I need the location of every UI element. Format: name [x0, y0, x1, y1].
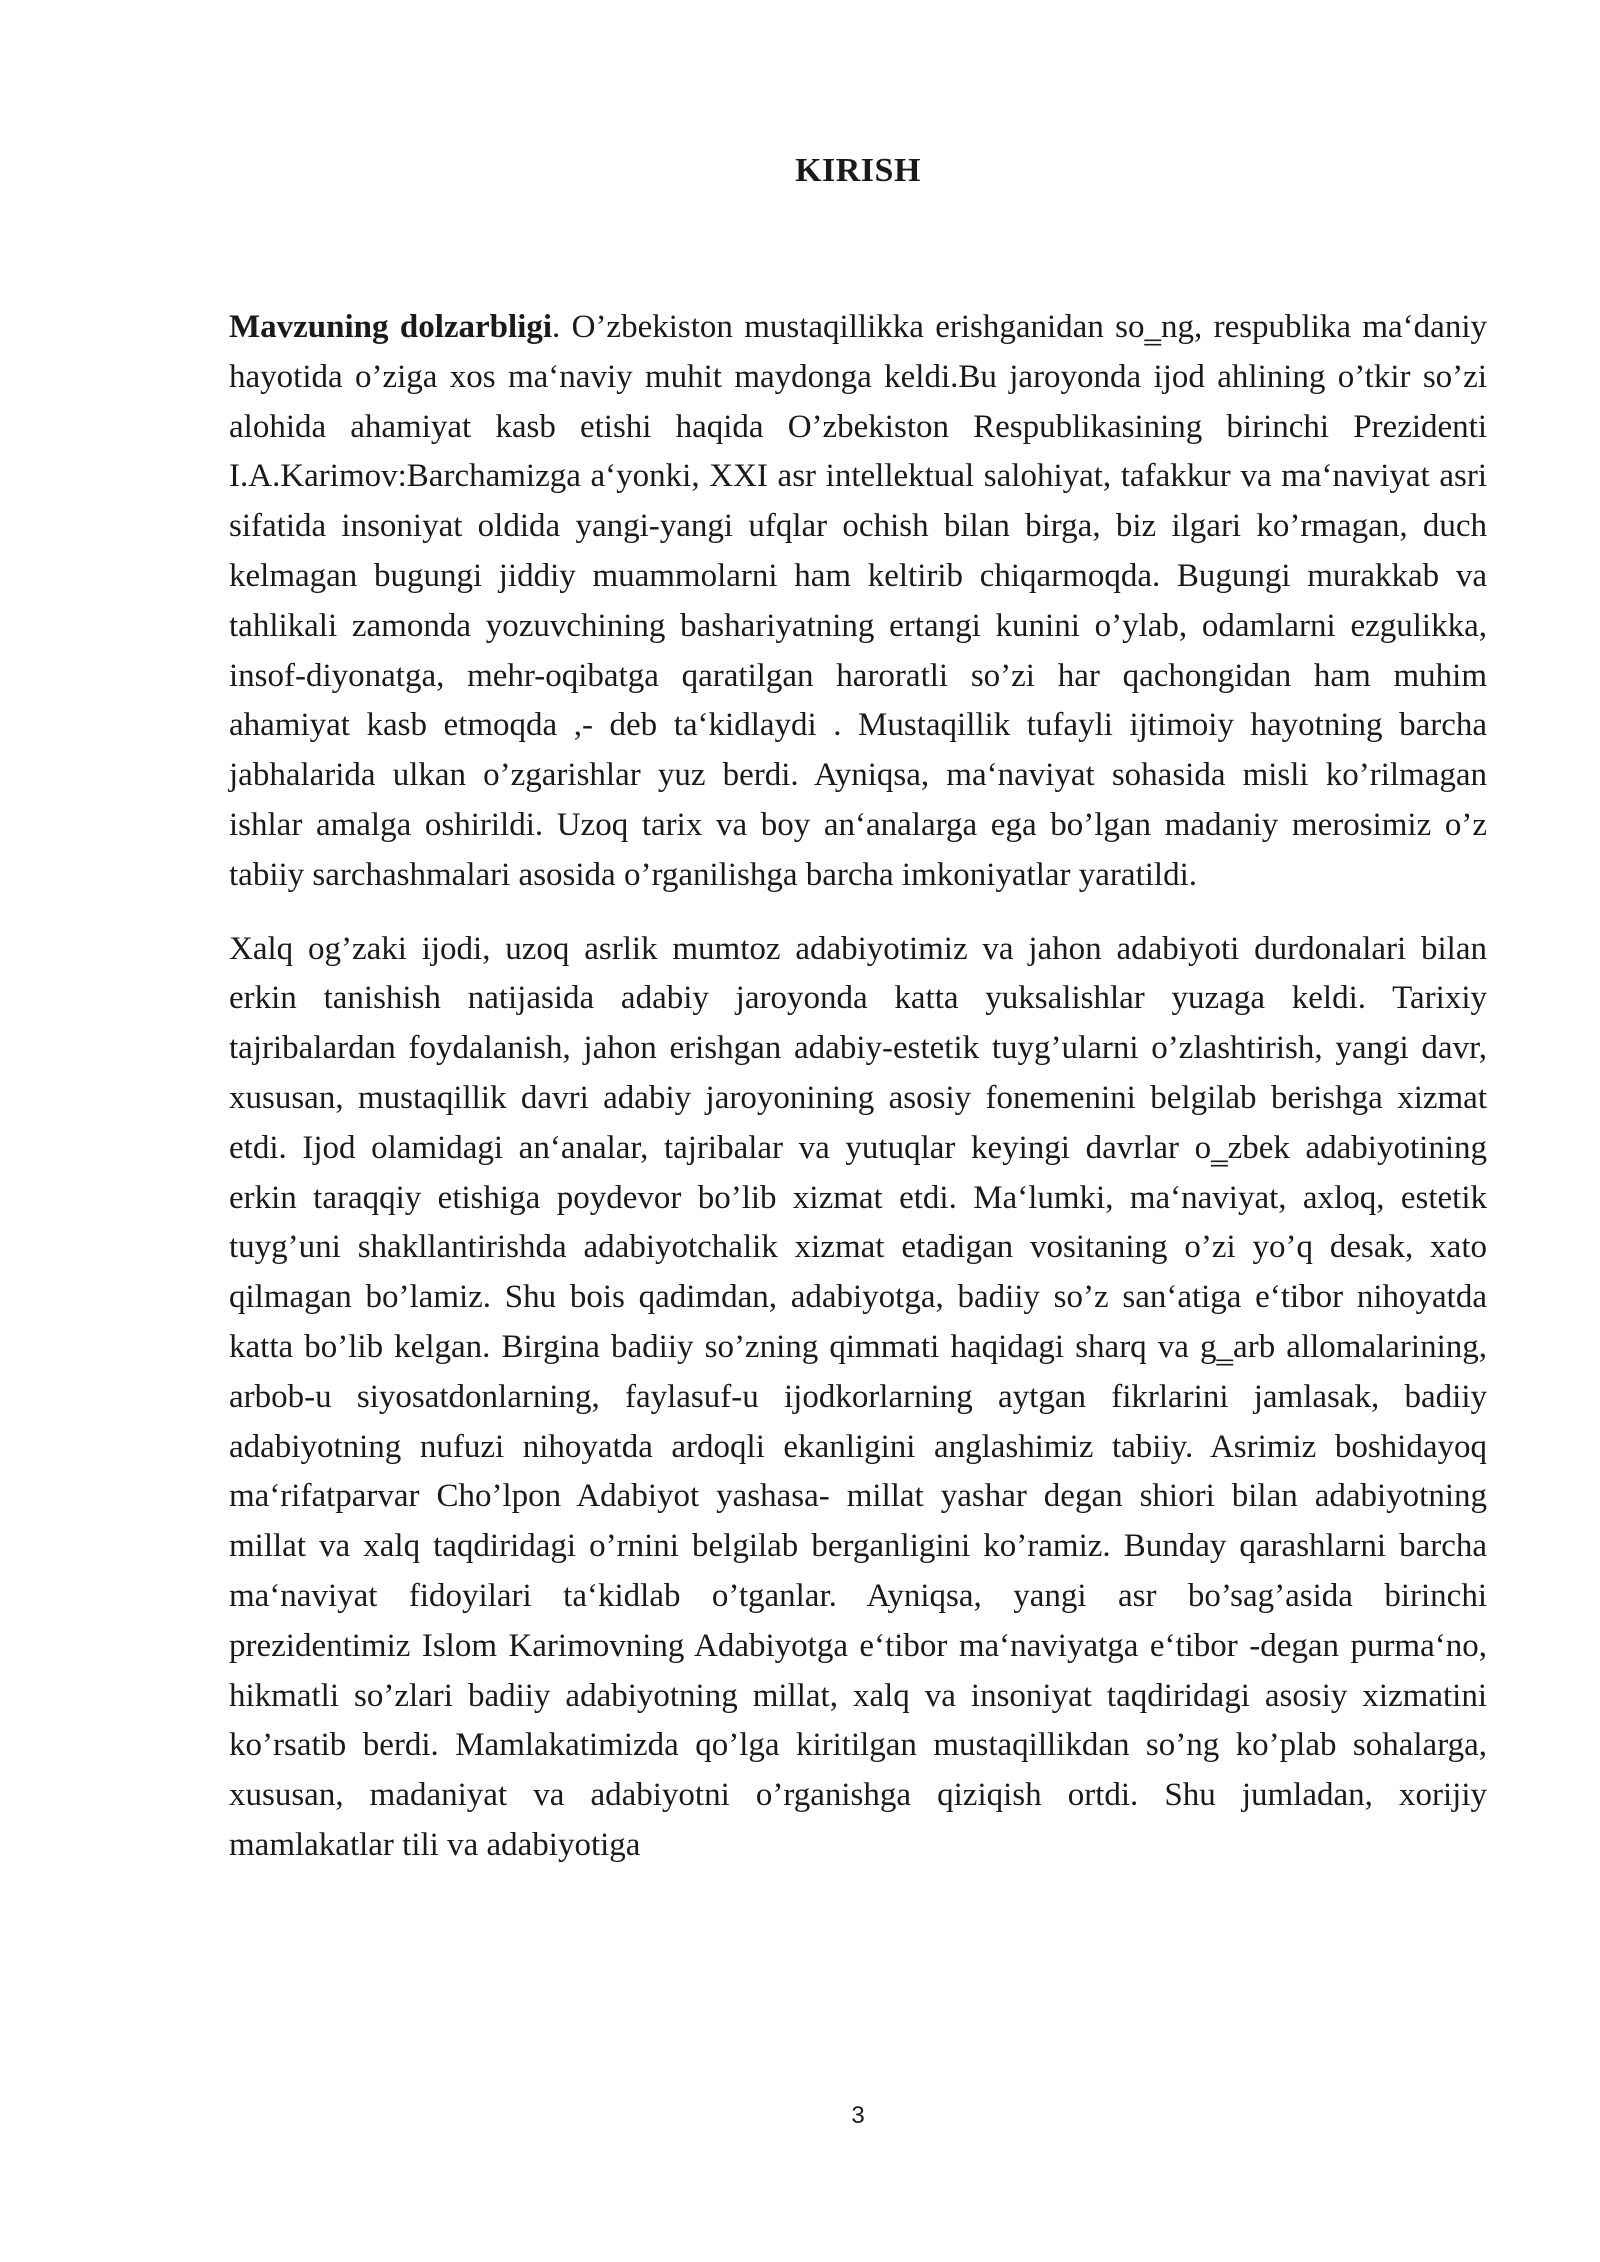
- page-number: 3: [851, 2102, 865, 2129]
- paragraph-folklore: [229, 925, 1487, 1871]
- body-text: [229, 303, 1487, 1871]
- page-title: KIRISH: [795, 152, 921, 189]
- paragraph-text: Xalq og’zaki ijodi, uzoq asrlik mumtoz adabiyotimiz va jahon adabiyoti durdonalari bilan erkin tanishish natijasida adabiy jaroyonda katta yuksalishlar yuzaga keldi. Tarixiy tajribalardan foydalanish, jahon erishgan adabiy-estetik tuyg’ularni o’zlashtirish, yangi davr, xususan, mustaqillik davri adabiy jaroyonining asosiy fonemenini belgilab berishga xizmat etdi. Ijod olamidagi an‘analar, tajribalar va yutuqlar keyingi davrlar o‗zbek adabiyotining erkin taraqqiy etishiga poydevor bo’lib xizmat etdi. Ma‘lumki, ma‘naviyat, axloq, estetik tuyg’uni shakllantirishda adabiyotchalik xizmat etadigan vositaning o’zi yo’q desak, xato qilmagan bo’lamiz. Shu bois qadimdan, adabiyotga, badiiy so’z san‘atiga e‘tibor nihoyatda katta bo’lib kelgan. Birgina badiiy so’zning qimmati haqidagi sharq va g‗arb allomalarining, arbob-u siyosatdonlarning, faylasuf-u ijodkorlarning aytgan fikrlarini jamlasak, badiiy adabiyotning nufuzi nihoyatda ardoqli ekanligini anglashimiz tabiiy. Asrimiz boshidayoq ma‘rifatparvar Cho’lpon Adabiyot yashasa- millat yashar degan shiori bilan adabiyotning millat va xalq taqdiridagi o’rnini belgilab berganligini ko’ramiz. Bunday qarashlarni barcha ma‘naviyat fidoyilari ta‘kidlab o’tganlar. Ayniqsa, yangi asr bo’sag’asida birinchi prezidentimiz Islom Karimovning Adabiyotga e‘tibor ma‘naviyatga e‘tibor -degan purma‘no, hikmatli so’zlari badiiy adabiyotning millat, xalq va insoniyat taqdiridagi asosiy xizmatini ko’rsatib berdi. Mamlakatimizda qo’lga kiritilgan mustaqillikdan so’ng ko’plab sohalarga, xususan, madaniyat va adabiyotni o’rganishga qiziqish ortdi. Shu jumladan, xorijiy mamlakatlar tili va adabiyotiga: [229, 930, 1487, 1863]
- paragraph-text: . O’zbekiston mustaqillikka erishganidan so‗ng, respublika ma‘daniy hayotida o’ziga xos ma‘naviy muhit maydonga keldi.Bu jaroyonda ijod ahlining o’tkir so’zi alohida ahamiyat kasb etishi haqida O’zbekiston Respublikasining birinchi Prezidenti I.A.Karimov:Barchamizga a‘yonki, XXI asr intellektual salohiyat, tafakkur va ma‘naviyat asri sifatida insoniyat oldida yangi-yangi ufqlar ochish bilan birga, biz ilgari ko’rmagan, duch kelmagan bugungi jiddiy muammolarni ham keltirib chiqarmoqda. Bugungi murakkab va tahlikali zamonda yozuvchining bashariyatning ertangi kunini o’ylab, odamlarni ezgulikka, insof-diyonatga, mehr-oqibatga qaratilgan haroratli so’zi har qachongidan ham muhim ahamiyat kasb etmoqda ,- deb ta‘kidlaydi . Mustaqillik tufayli ijtimoiy hayotning barcha jabhalarida ulkan o’zgarishlar yuz berdi. Ayniqsa, ma‘naviyat sohasida misli ko’rilmagan ishlar amalga oshirildi. Uzoq tarix va boy an‘analarga ega bo’lgan madaniy merosimiz o’z tabiiy sarchashmalari asosida o’rganilishga barcha imkoniyatlar yaratildi.: [229, 309, 1487, 893]
- paragraph-lead: Mavzuning dolzarbligi: [229, 309, 553, 345]
- paragraph-relevance: [229, 303, 1487, 901]
